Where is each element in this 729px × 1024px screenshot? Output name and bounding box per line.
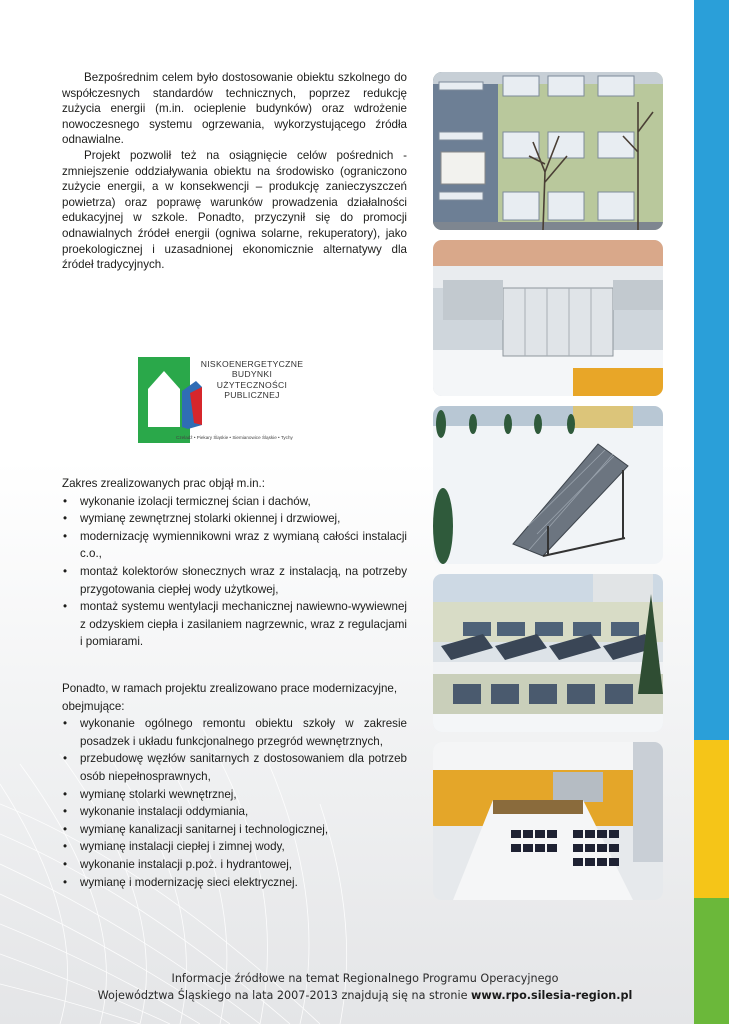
logo-line-4: PUBLICZNEJ: [224, 390, 280, 401]
photo-building-solar-panels: [433, 574, 663, 732]
footer-line-2: [40, 987, 690, 1004]
logo-line-2: BUDYNKI: [231, 369, 273, 380]
photo-ventilation-unit: [433, 240, 663, 396]
list-item: • wykonanie ogólnego remontu obiektu szkoły w zakresie posadzek i układu funkcjonalnego przegród wewnętrznych,: [62, 715, 407, 750]
logo-line-1: NISKOENERGETYCZNE: [200, 359, 304, 369]
modernization-heading: Ponadto, w ramach projektu zrealizowano prace modernizacyjne, obejmujące:: [62, 682, 398, 713]
intro-text: [62, 70, 407, 273]
works-section: [62, 475, 407, 651]
modernization-section: [62, 680, 407, 891]
footer-line-1: Informacje źródłowe na temat Regionalnego Programu Operacyjnego: [171, 972, 559, 985]
list-item: • wymianę zewnętrznej stolarki okiennej i drzwiowej,: [62, 510, 407, 528]
intro-paragraph-1: Bezpośrednim celem było dostosowanie obiektu szkolnego do współczesnych standardów technicznych, poprzez redukcję zużycia energii (m.in. ocieplenie budynków) oraz wdrożenie nowoczesnego systemu ogrzewania, wykorzystującego źródła odnawialne.: [62, 71, 407, 147]
logo-line-3: UŻYTECZNOŚCI: [216, 379, 288, 390]
intro-paragraph-2: Projekt pozwolił też na osiągnięcie celów pośrednich - zmniejszenie oddziaływania obiektu na środowisko (ograniczono zużycie energii, a w konsekwencji – produkcję zanieczyszczeń powietrza) oraz poprawę warunków prowadzenia działalności edukacyjnej w szkole. Ponadto, przyczynił się do promocji odnawialnych źródeł energii (ogniwa solarne, rekuperatory), jako proekologicznej i uzasadnionej ekonomicznie alternatywy dla źródeł tradycyjnych.: [62, 148, 407, 272]
list-item: • wykonanie izolacji termicznej ścian i dachów,: [62, 493, 407, 511]
footer-website-link[interactable]: www.rpo.silesia-region.pl: [471, 989, 633, 1002]
photo-school-facade: [433, 72, 663, 230]
side-bar-yellow: [694, 740, 729, 898]
list-item: • wykonanie instalacji oddymiania,: [62, 803, 407, 821]
logo-title: [192, 359, 312, 401]
list-item: • wymianę instalacji ciepłej i zimnej wody,: [62, 838, 407, 856]
list-item: • wymianę stolarki wewnętrznej,: [62, 786, 407, 804]
photo-column: [433, 72, 663, 910]
footer-line-2-text: Województwa Śląskiego na lata 2007-2013 znajdują się na stronie: [97, 989, 468, 1002]
photo-solar-collector: [433, 406, 663, 564]
logo-cities: Czeladź • Piekary Śląskie • Siemianowice Śląskie • Tychy: [176, 435, 293, 440]
list-item: • montaż systemu wentylacji mechanicznej nawiewno-wywiewnej z odzyskiem ciepła i zasilaniem nagrzewnic, wraz z regulacjami i pomiarami.: [62, 598, 407, 651]
side-bar-green: [694, 898, 729, 1024]
project-logo: [138, 357, 308, 447]
side-bar-blue: [694, 0, 729, 740]
list-item: • przebudowę węzłów sanitarnych z dostosowaniem dla potrzeb osób niepełnosprawnych,: [62, 750, 407, 785]
list-item: • wymianę i modernizację sieci elektrycznej.: [62, 874, 407, 892]
list-item: • modernizację wymiennikowni wraz z wymianą całości instalacji c.o.,: [62, 528, 407, 563]
photo-roof-solar-panels: [433, 742, 663, 900]
modernization-list: [62, 715, 407, 891]
side-color-bar: [694, 0, 729, 1024]
works-list: [62, 493, 407, 651]
list-item: • wymianę kanalizacji sanitarnej i technologicznej,: [62, 821, 407, 839]
list-item: • montaż kolektorów słonecznych wraz z instalacją, na potrzeby przygotowania ciepłej wody użytkowej,: [62, 563, 407, 598]
list-item: • wykonanie instalacji p.poż. i hydrantowej,: [62, 856, 407, 874]
works-heading: Zakres zrealizowanych prac objął m.in.:: [62, 477, 265, 490]
footer-source-info: [40, 970, 690, 1004]
